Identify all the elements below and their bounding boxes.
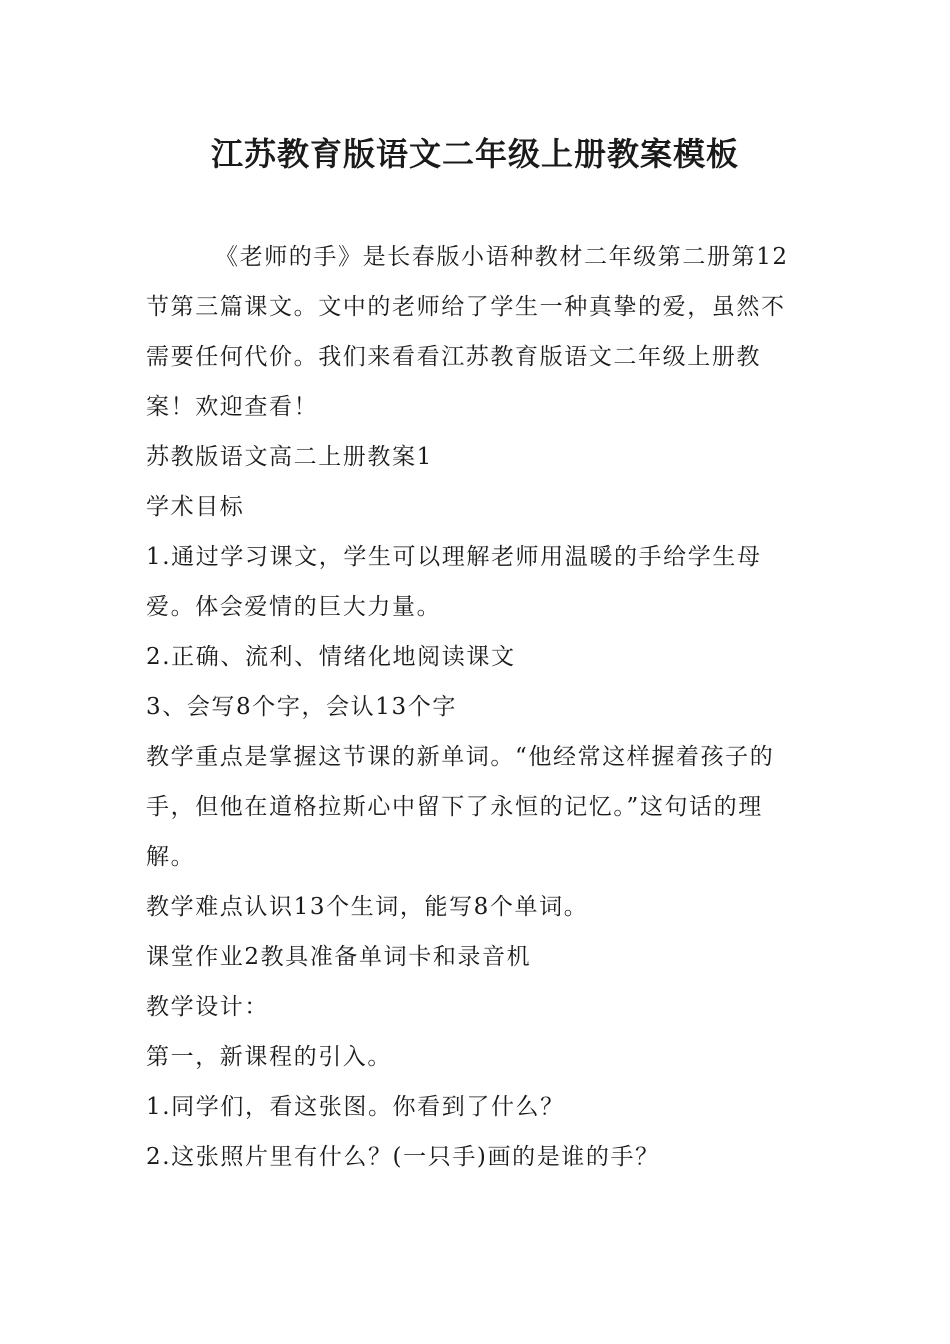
teaching-difficulty: 教学难点认识13个生词，能写8个单词。	[146, 894, 589, 920]
section-heading-design: 教学设计：	[146, 994, 269, 1020]
objective-item-1: 1.通过学习课文，学生可以理解老师用温暖的手给学生母爱。体会爱情的巨大力量。	[146, 544, 762, 620]
objective-item-3: 3、会写8个字，会认13个字	[146, 694, 457, 720]
class-assignment: 课堂作业2教具准备单词卡和录音机	[146, 944, 532, 970]
teaching-focus: 教学重点是掌握这节课的新单词。“他经常这样握着孩子的手，但他在道格拉斯心中留下了永恒的记忆。”这句话的理解。	[146, 744, 775, 870]
design-question-2: 2.这张照片里有什么？(一只手)画的是谁的手？	[146, 1144, 660, 1170]
design-question-1: 1.同学们，看这张图。你看到了什么？	[146, 1094, 565, 1120]
document-title: 江苏教育版语文二年级上册教案模板	[210, 135, 739, 173]
intro-paragraph: 《老师的手》是长春版小语种教材二年级第二册第12节第三篇课文。文中的老师给了学生一种真挚的爱，虽然不需要任何代价。我们来看看江苏教育版语文二年级上册教案！欢迎查看！	[146, 244, 789, 420]
lesson-heading: 苏教版语文高二上册教案1	[146, 444, 433, 470]
design-step-1: 第一，新课程的引入。	[146, 1044, 392, 1070]
objective-item-2: 2.正确、流利、情绪化地阅读课文	[146, 644, 516, 670]
document-body	[146, 232, 806, 1182]
section-heading-objectives: 学术目标	[146, 494, 245, 520]
